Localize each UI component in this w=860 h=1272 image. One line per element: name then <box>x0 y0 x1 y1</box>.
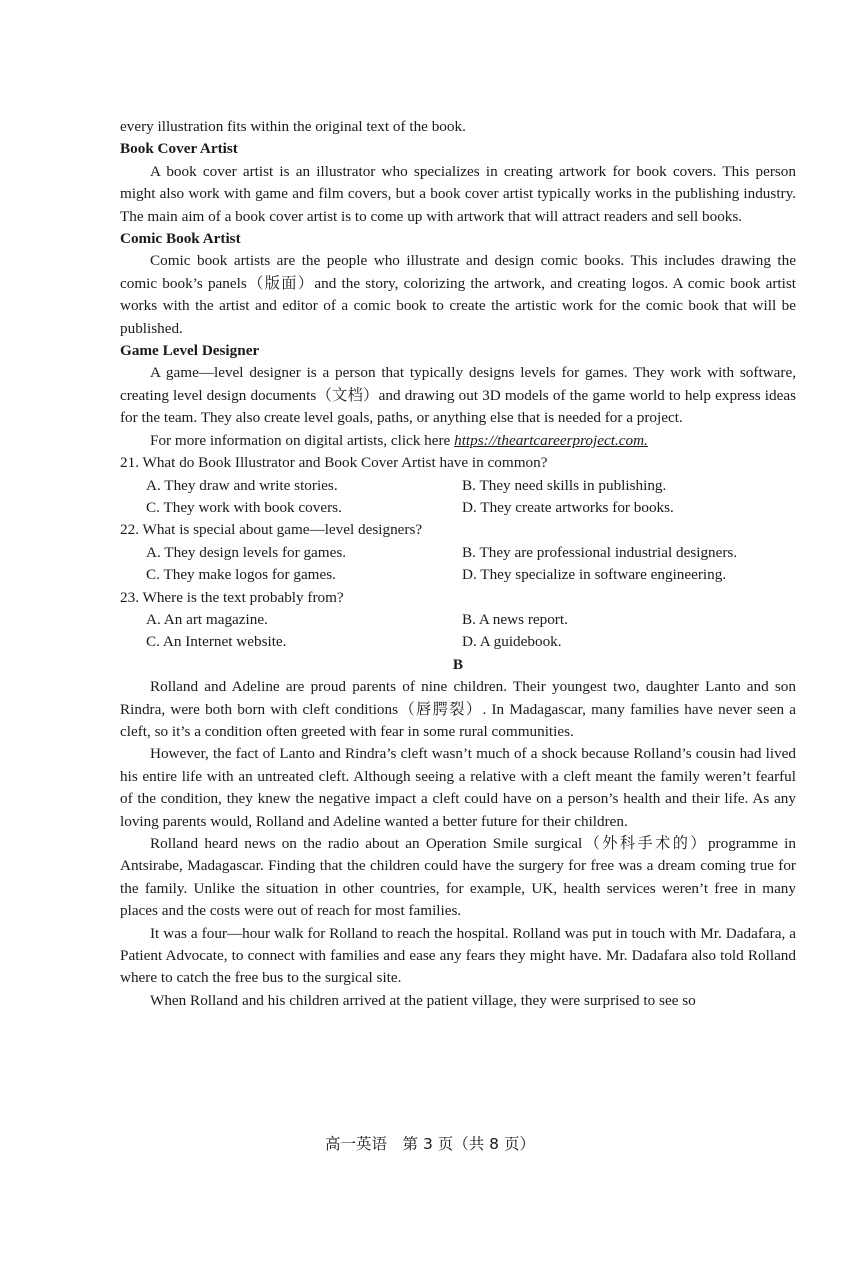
option-a: A. They design levels for games. <box>146 543 347 561</box>
heading-comic-book-artist: Comic Book Artist <box>120 230 241 248</box>
question-options <box>120 542 796 587</box>
option-c: C. They make logos for games. <box>146 566 336 584</box>
option-a: A. They draw and write stories. <box>146 476 338 494</box>
option-d: D. They specialize in software engineering. <box>462 566 727 584</box>
question-options <box>120 609 796 654</box>
more-info-url[interactable]: https://theartcareerproject.com. <box>454 431 648 449</box>
passage-b-paragraph-1: Rolland and Adeline are proud parents of nine children. Their youngest two, daughter Lanto and son Rindra, were both born with cleft conditions（唇腭裂）. In Madagascar, many families have never seen a cleft, so it’s a condition often greeted with fear in some rural communities. <box>120 678 796 740</box>
option-c: C. They work with book covers. <box>146 498 342 516</box>
paragraph-comic-book-artist: Comic book artists are the people who illustrate and design comic books. This includes drawing the comic book’s panels（版面）and the story, colorizing the artwork, and creating logos. A comic book artist works with the artist and editor of a comic book to create the artistic work for the comic book that will be published. <box>120 252 796 337</box>
option-a: A. An art magazine. <box>146 610 268 628</box>
question-23 <box>120 587 796 654</box>
more-info-text: For more information on digital artists, click here <box>150 431 455 449</box>
paragraph-game-level-designer: A game—level designer is a person that typically designs levels for games. They work with software, creating level design documents（文档）and drawing out 3D models of the game world to help express ideas for the team. They also create level goals, paths, or anything else that is needed for a project. <box>120 364 796 427</box>
question-22 <box>120 519 796 586</box>
page-footer: 高一英语 第 3 页（共 8 页） <box>325 1135 535 1153</box>
passage-b-paragraph-4: It was a four—hour walk for Rolland to reach the hospital. Rolland was put in touch with Mr. Dadafara, a Patient Advocate, to connect with families and ease any fears they might have. Mr. Dadafara also told Rolland where to catch the free bus to the surgical site. <box>120 924 796 987</box>
passage-b-paragraph-3: Rolland heard news on the radio about an Operation Smile surgical（外科手术的）programme in Antsirabe, Madagascar. Finding that the children could have the surgery for free was a dream coming true for the family. Unlike the situation in other countries, for example, UK, health services weren’t free in many places and the costs were out of reach for most families. <box>120 835 796 920</box>
option-d: D. A guidebook. <box>462 633 562 651</box>
question-stem: 23. Where is the text probably from? <box>120 588 344 606</box>
question-options <box>120 475 796 520</box>
option-c: C. An Internet website. <box>146 633 287 651</box>
section-label-b: B <box>452 655 464 673</box>
option-b: B. They are professional industrial designers. <box>462 543 738 561</box>
page-content <box>120 116 796 1012</box>
question-stem: 22. What is special about game—level designers? <box>120 521 423 539</box>
more-info-line <box>120 430 796 452</box>
question-stem: 21. What do Book Illustrator and Book Cover Artist have in common? <box>120 454 548 472</box>
passage-b-paragraph-2: However, the fact of Lanto and Rindra’s cleft wasn’t much of a shock because Rolland’s cousin had lived his entire life with an untreated cleft. Although seeing a relative with a cleft meant the family weren’t fearful of the condition, they knew the negative impact a cleft could have on a person’s health and their life. As any loving parents would, Rolland and Adeline wanted a better future for their children. <box>120 745 796 830</box>
passage-b-paragraph-5: When Rolland and his children arrived at the patient village, they were surprised to see so <box>150 991 696 1009</box>
option-b: B. A news report. <box>462 610 568 628</box>
question-21 <box>120 452 796 519</box>
option-d: D. They create artworks for books. <box>462 498 674 516</box>
paragraph-book-cover-artist: A book cover artist is an illustrator who specializes in creating artwork for book covers. This person might also work with game and film covers, but a book cover artist typically works in the publishing industry. The main aim of a book cover artist is to come up with artwork that will attract readers and sell books. <box>120 162 796 225</box>
heading-game-level-designer: Game Level Designer <box>120 342 260 360</box>
option-b: B. They need skills in publishing. <box>462 476 667 494</box>
heading-book-cover-artist: Book Cover Artist <box>120 140 238 158</box>
intro-line: every illustration fits within the original text of the book. <box>120 118 466 135</box>
